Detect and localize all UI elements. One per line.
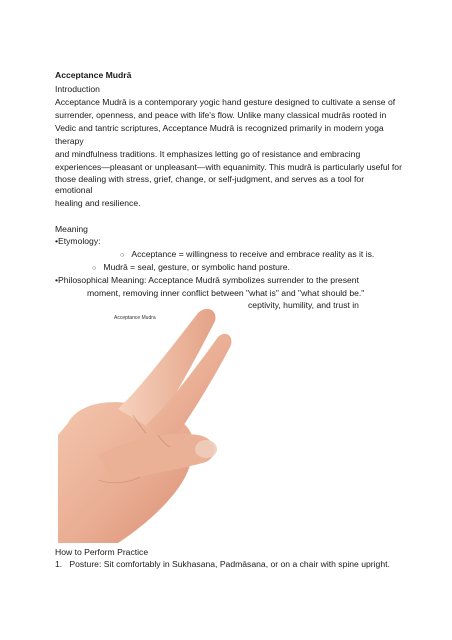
image-caption: Acceptance Mudra (114, 315, 156, 321)
hand-mudra-image (58, 305, 233, 543)
etymology-label: Etymology: (58, 236, 101, 246)
etymology-item (92, 262, 290, 274)
intro-line: healing and resilience. (55, 198, 141, 208)
doc-title: Acceptance Mudrā (55, 70, 132, 80)
practice-heading: How to Perform Practice (55, 547, 149, 557)
intro-line: and mindfulness traditions. It emphasizes letting go of resistance and embracing (55, 149, 361, 159)
philosophical-line: moment, removing inner conflict between "what is" and "what should be." (87, 288, 365, 298)
meaning-heading: Meaning (55, 224, 88, 234)
bullet-dot-icon: • (55, 275, 59, 285)
step-label: Posture: (69, 559, 102, 569)
etymology-item (120, 249, 374, 261)
intro-line: therapy (55, 136, 84, 146)
practice-step (55, 559, 390, 570)
intro-line: emotional (55, 185, 93, 195)
etymology-item-text: Mudrā = seal, gesture, or symbolic hand posture. (103, 262, 290, 272)
intro-heading: Introduction (55, 84, 100, 94)
intro-line: surrender, openness, and peace with life's flow. Unlike many classical mudrās rooted in (55, 110, 387, 120)
etymology-item-text: Acceptance = willingness to receive and embrace reality as it is. (131, 249, 375, 259)
intro-line: Acceptance Mudrā is a contemporary yogic hand gesture designed to cultivate a sense of (55, 97, 396, 107)
philosophical-line: ceptivity, humility, and trust in (248, 300, 359, 310)
philosophical-line: Philosophical Meaning: Acceptance Mudrā symbolizes surrender to the present (58, 275, 359, 285)
intro-line: experiences—pleasant or unpleasant—with equanimity. This mudrā is particularly useful for (55, 162, 402, 172)
intro-line: those dealing with stress, grief, change, or self-judgment, and serves as a tool for (55, 174, 365, 184)
etymology-bullet (55, 236, 101, 247)
step-text: Sit comfortably in Sukhasana, Padmāsana, or on a chair with spine upright. (103, 559, 390, 569)
bullet-dot-icon: • (55, 236, 59, 246)
step-number: 1. (55, 559, 63, 569)
intro-line: Vedic and tantric scriptures, Acceptance Mudrā is recognized primarily in modern yoga (55, 123, 384, 133)
circle-bullet-icon: ○ (120, 252, 125, 259)
circle-bullet-icon: ○ (92, 265, 97, 272)
philosophical-bullet (55, 275, 359, 286)
